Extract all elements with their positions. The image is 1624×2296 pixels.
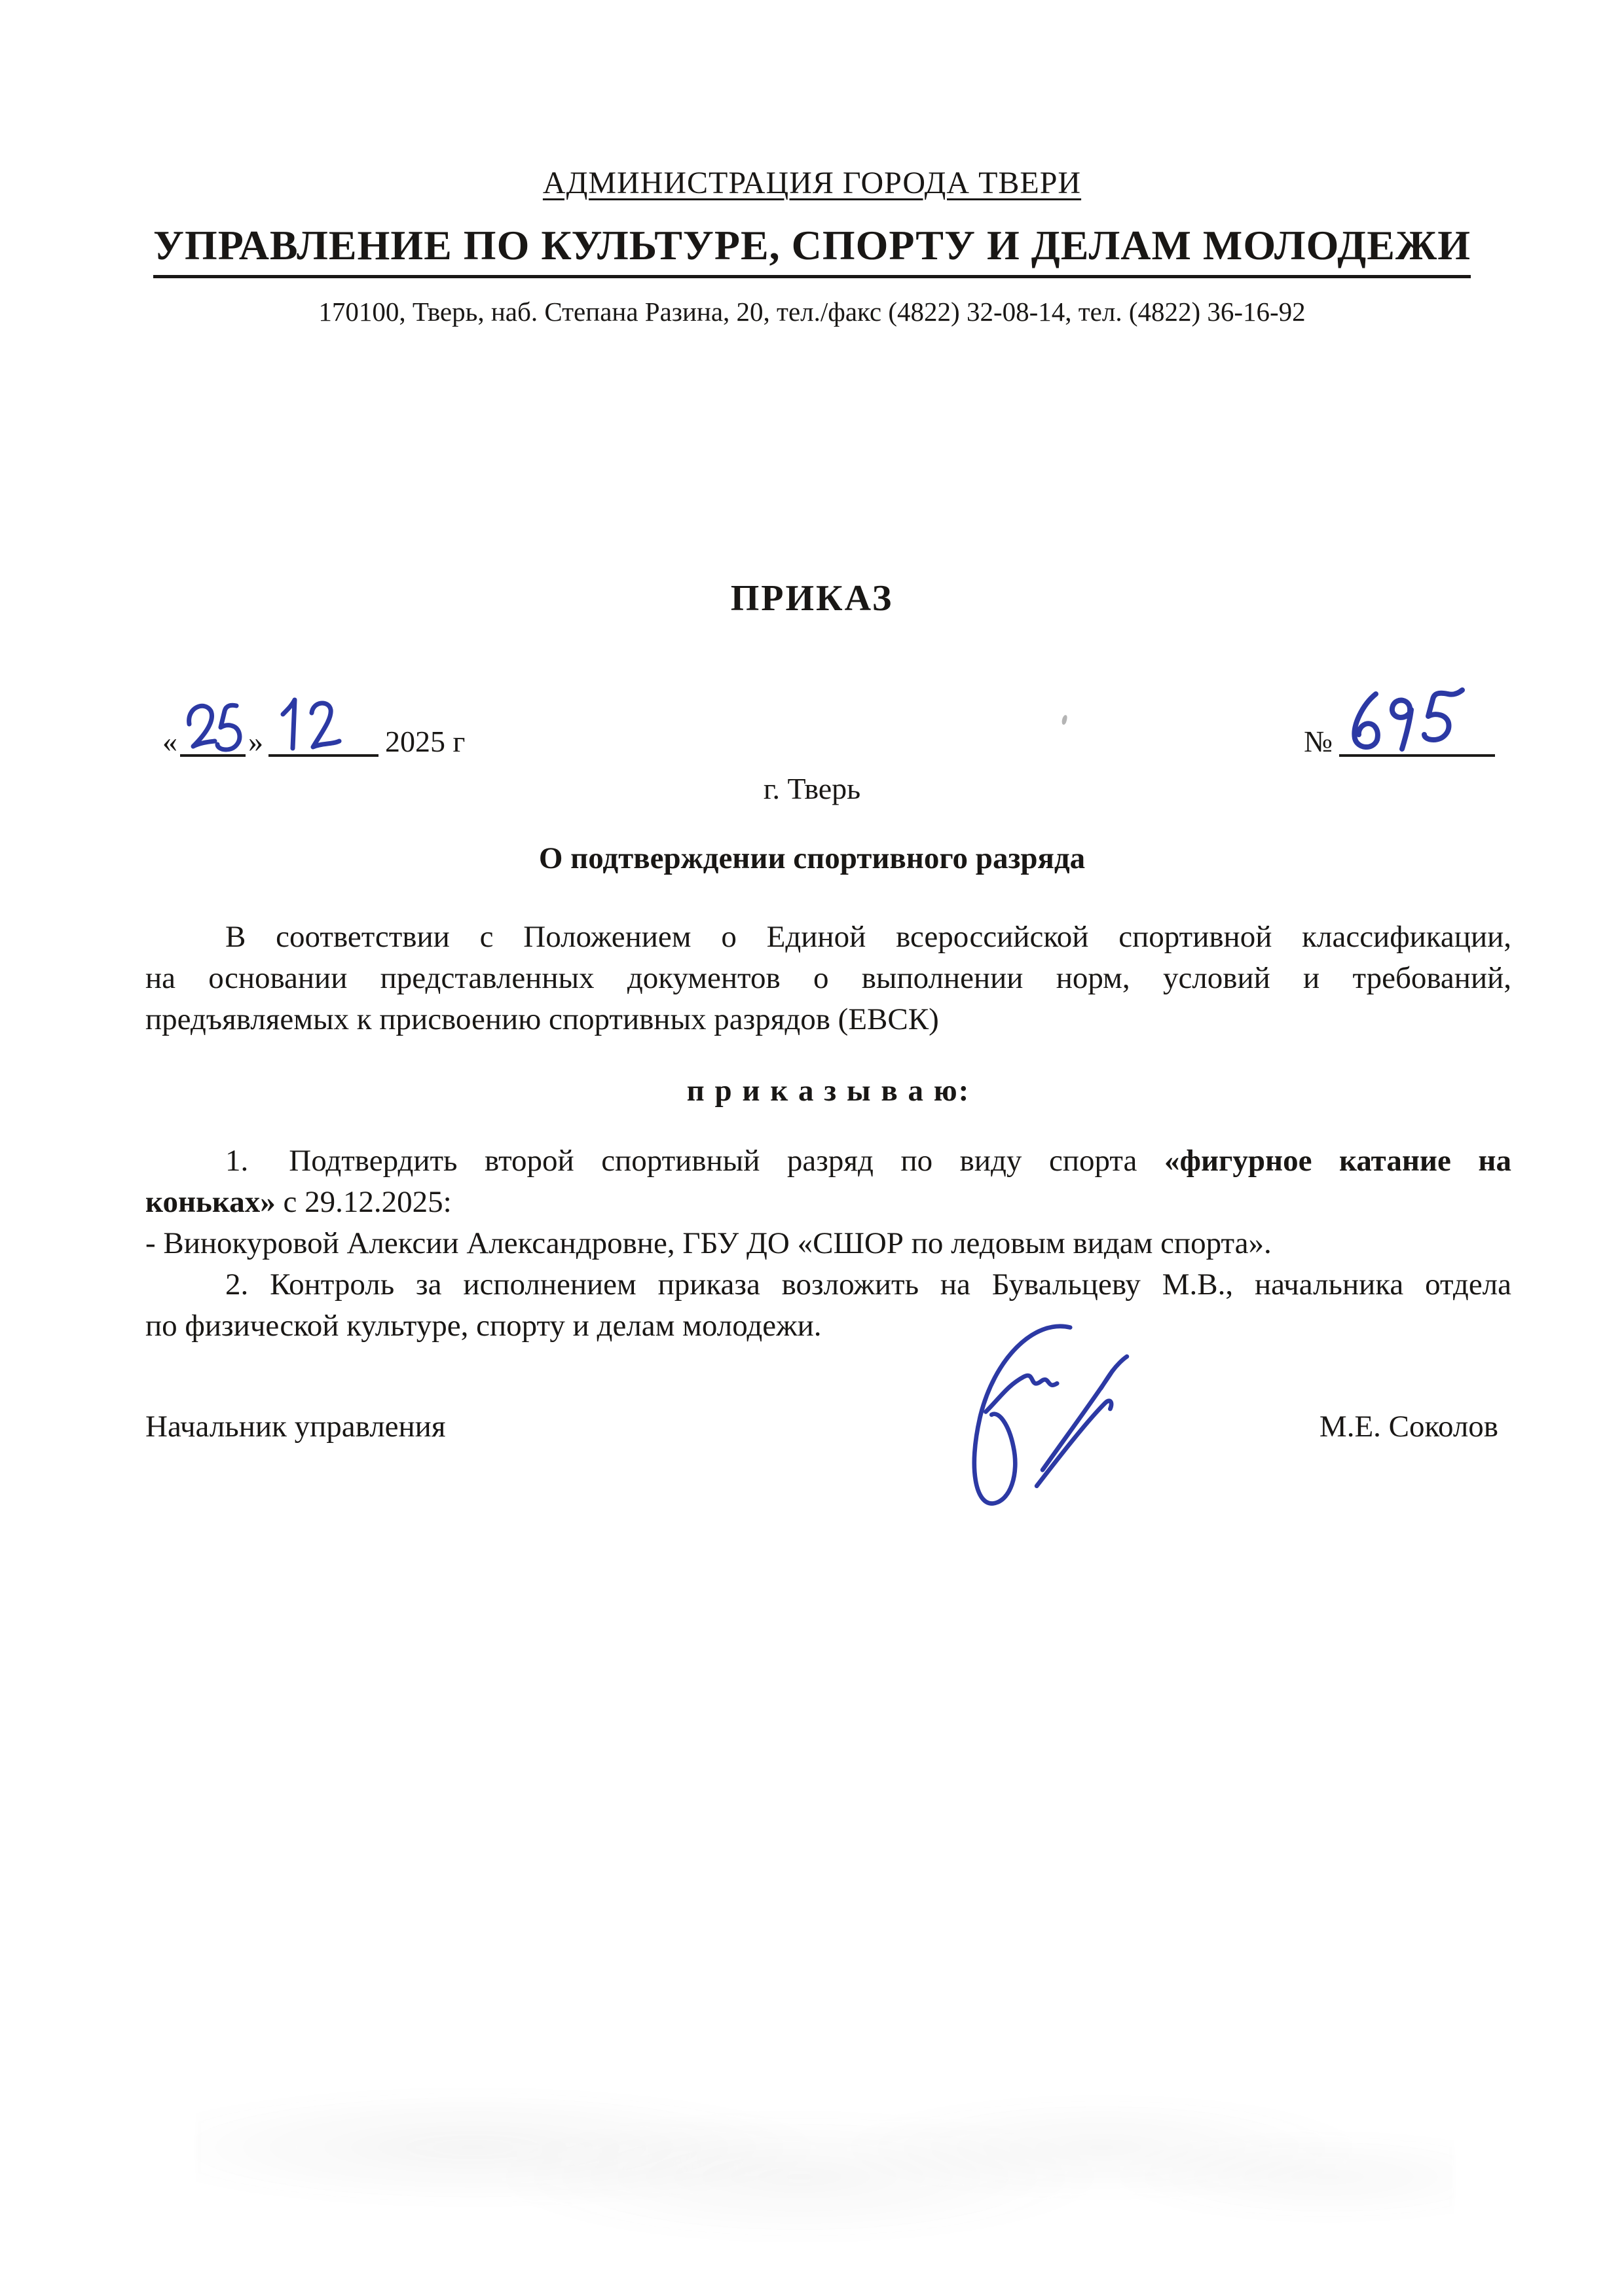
date-open-quote: « [162,725,177,758]
subject-line: О подтверждении спортивного разряда [538,841,1086,875]
preamble-line-2: на основании представленных документов о выполнении норм, условий и требований, [145,961,1511,995]
org-address: 170100, Тверь, наб. Степана Разина, 20, тел./факс (4822) 32-08-14, тел. (4822) 36-16-92 [318,297,1306,327]
date-close-quote: » [248,725,263,758]
scan-noise-band [196,2069,1454,2265]
doc-number-block [1304,720,1495,759]
handwritten-number [1339,683,1483,756]
org-name-line1 [0,165,1624,201]
date-block [162,720,465,759]
doc-title: ПРИКАЗ [730,578,894,619]
signature-scribble [957,1317,1154,1514]
org-name-line1-text: АДМИНИСТРАЦИЯ ГОРОДА ТВЕРИ [542,166,1082,200]
date-month-blank-line [268,720,378,757]
doc-number-blank-line [1339,720,1495,757]
org-name-line2 [0,221,1624,270]
handwritten-day [180,697,246,756]
date-year: 2025 г [385,725,466,758]
meta-row [162,720,1495,759]
item-1-text: Подтвердить второй спортивный разряд по виду спорта [289,1144,1164,1178]
date-day-blank-line [180,720,246,757]
org-name-line2-text: УПРАВЛЕНИЕ ПО КУЛЬТУРЕ, СПОРТУ И ДЕЛАМ МОЛОДЕЖИ [153,222,1471,278]
preamble-line-1: В соответствии с Положением о Единой всероссийской спортивной классификации, [225,920,1511,954]
handwritten-month [268,693,367,756]
preamble-line-3: предъявляемых к присвоению спортивных разрядов (ЕВСК) [145,1002,939,1036]
item-1-number: 1. [225,1144,249,1178]
item-1-bold-part1: «фигурное катание на [1164,1144,1512,1178]
order-word: п р и к а з ы в а ю: [686,1074,970,1108]
signature-row [145,1409,1498,1444]
body-text [145,917,1511,1347]
item-1-detail: - Винокуровой Алексии Александровне, ГБУ ДО «СШОР по ледовым видам спорта». [145,1226,1272,1260]
signatory-name: М.Е. Соколов [1319,1410,1498,1444]
item-2-line-2: по физической культуре, спорту и делам молодежи. [145,1309,822,1343]
signatory-position: Начальник управления [145,1410,446,1444]
place-line: г. Тверь [763,772,861,805]
item-1-date-text: с 29.12.2025: [275,1185,452,1219]
numero-sign: № [1304,725,1333,758]
item-1-line-1 [145,1140,1511,1182]
item-2-line-1: 2. Контроль за исполнением приказа возложить на Бувальцеву М.В., начальника отдела [225,1267,1511,1302]
item-1-line-2 [145,1182,1511,1223]
item-1-bold-part2: коньках» [145,1185,276,1219]
